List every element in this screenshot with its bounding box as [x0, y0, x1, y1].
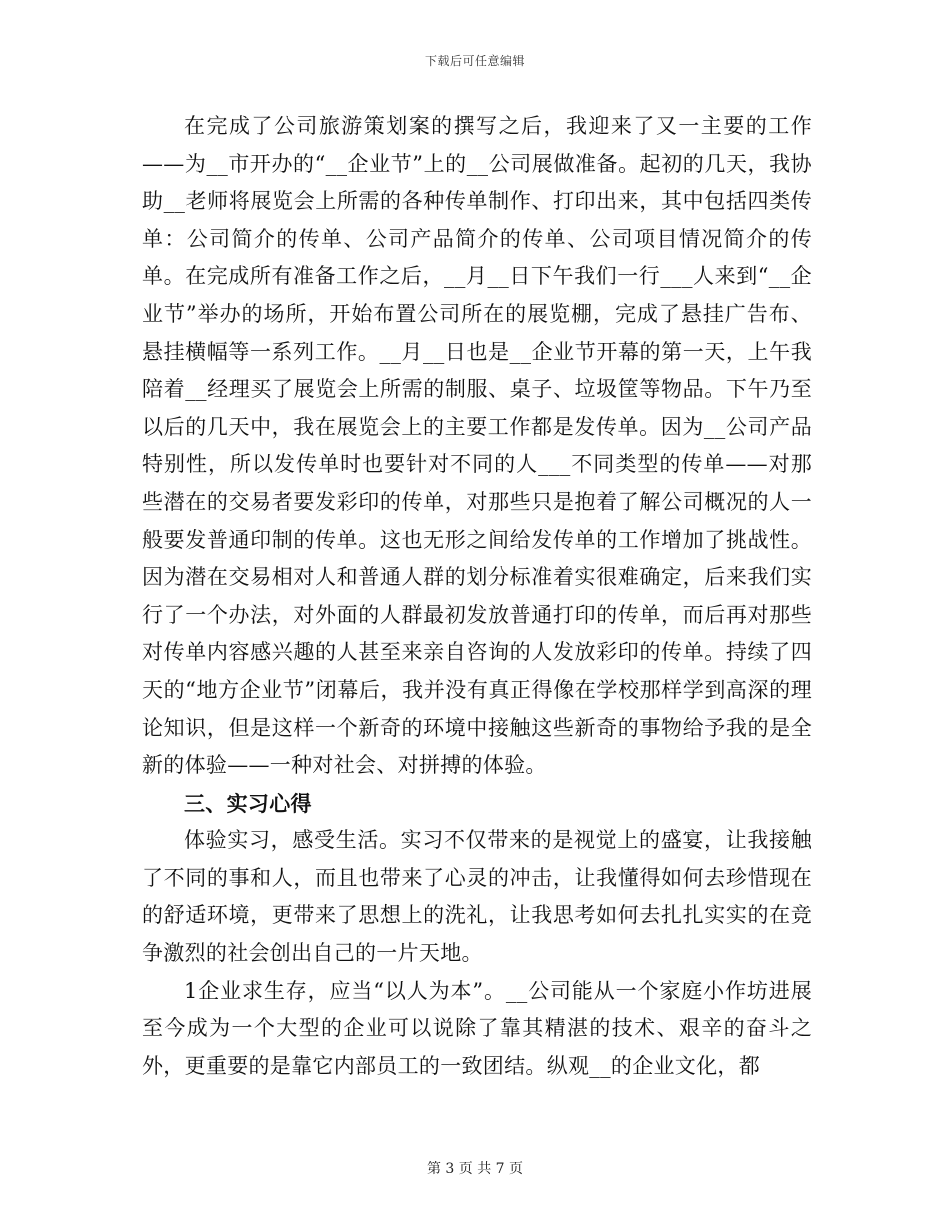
section-heading-internship-reflections: 三、实习心得	[184, 790, 312, 816]
page-footer: 第 3 页 共 7 页	[426, 1161, 524, 1177]
paragraph-expo-work: 在完成了公司旅游策划案的撰写之后，我迎来了又一主要的工作——为__市开办的“__企业节”上的__公司展做准备。起初的几天，我协助__老师将展览会上所需的各种传单制作、打印出来，其中包括四类传单：公司简介的传单、公司产品简介的传单、公司项目情况简介的传单。在完成所有准备工作之后，__月__日下午我们一行___人来到“__企业节”举办的场所，开始布置公司所在的展览棚，完成了悬挂广告布、悬挂横幅等一系列工作。__月__日也是__企业节开幕的第一天，上午我陪着__经理买了展览会上所需的制服、桌子、垃圾筐等物品。下午乃至以后的几天中，我在展览会上的主要工作都是发传单。因为__公司产品特别性，所以发传单时也要针对不同的人___不同类型的传单——对那些潜在的交易者要发彩印的传单，对那些只是抱着了解公司概况的人一般要发普通印制的传单。这也无形之间给发传单的工作增加了挑战性。因为潜在交易相对人和普通人群的划分标准着实很难确定，后来我们实行了一个办法，对外面的人群最初发放普通打印的传单，而后再对那些对传单内容感兴趣的人甚至来亲自咨询的人发放彩印的传单。持续了四天的“地方企业节”闭幕后，我并没有真正得像在学校那样学到高深的理论知识，但是这样一个新奇的环境中接触这些新奇的事物给予我的是全新的体验——一种对社会、对拼搏的体验。	[142, 114, 812, 778]
document-body	[142, 108, 812, 1085]
page-header: 下载后可任意编辑	[424, 54, 525, 68]
paragraph-people-oriented: 1企业求生存，应当“以人为本”。__公司能从一个家庭小作坊进展至今成为一个大型的企业可以说除了靠其精湛的技术、艰辛的奋斗之外，更重要的是靠它内部员工的一致团结。纵观__的企业文化，都	[142, 978, 812, 1078]
paragraph-experience: 体验实习，感受生活。实习不仅带来的是视觉上的盛宴，让我接触了不同的事和人，而且也带来了心灵的冲击，让我懂得如何去珍惜现在的舒适环境，更带来了思想上的洗礼，让我思考如何去扎扎实实的在竞争激烈的社会创出自己的一片天地。	[142, 828, 812, 966]
